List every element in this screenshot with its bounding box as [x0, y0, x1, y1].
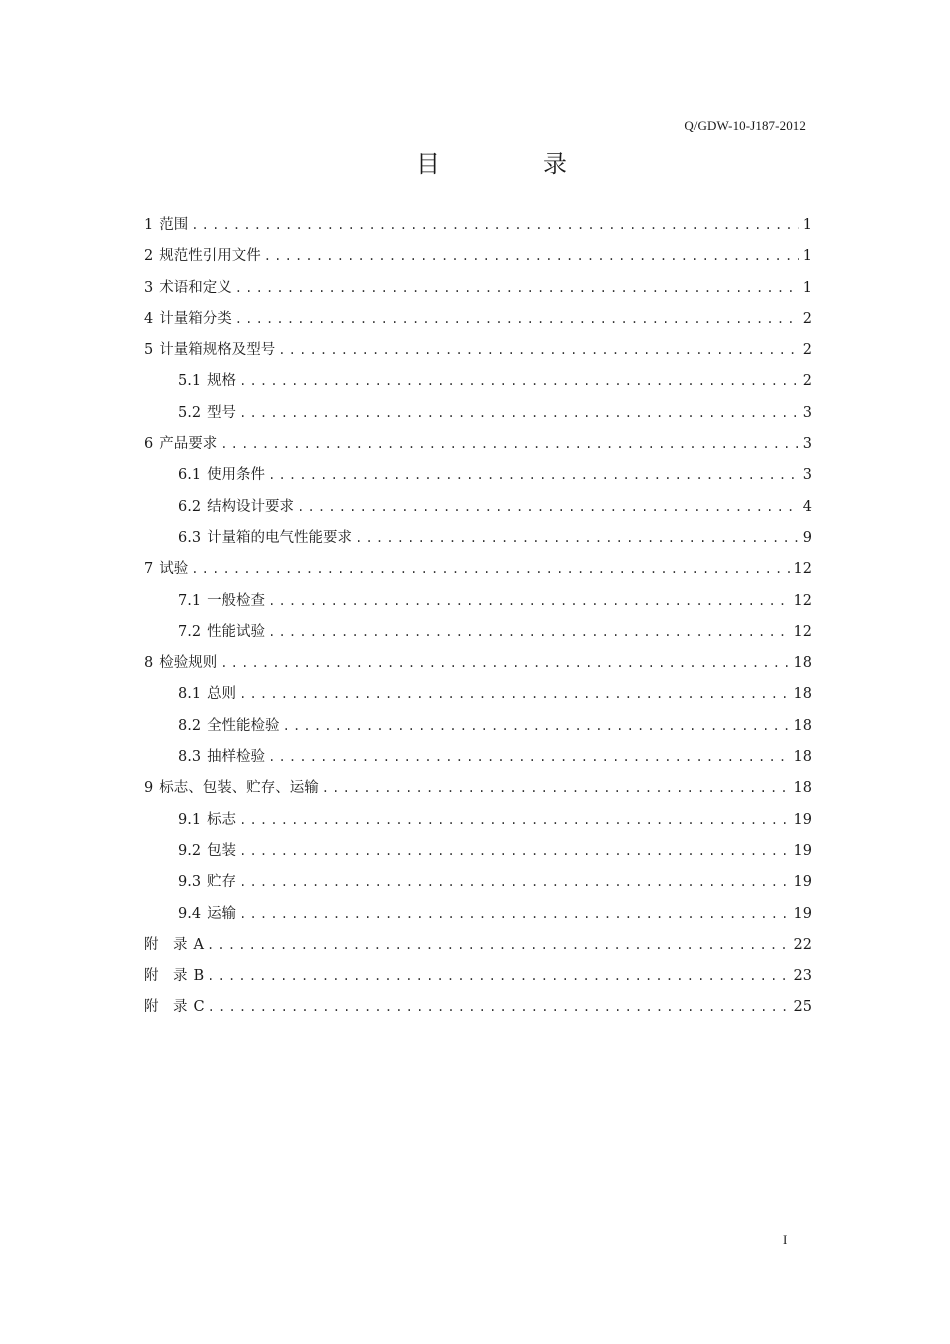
toc-leader-dots — [283, 711, 791, 742]
toc-entry[interactable] — [144, 648, 812, 679]
toc-entry-number: 6 — [144, 436, 154, 453]
toc-entry-number: 9 — [144, 780, 154, 797]
toc-entry-number: 7 — [144, 561, 154, 578]
toc-entry[interactable] — [144, 930, 812, 961]
toc-entry-page: 9 — [802, 529, 812, 546]
toc-leader-dots — [235, 304, 799, 335]
toc-entry[interactable] — [144, 711, 812, 742]
toc-entry-page: 19 — [793, 842, 812, 859]
toc-entry-number: 6.1 — [178, 467, 202, 484]
toc-title-char-2: 录 — [543, 150, 567, 178]
toc-entry[interactable] — [144, 335, 812, 366]
toc-entry-number: 5.1 — [178, 373, 202, 390]
toc-entry[interactable] — [144, 836, 812, 867]
toc-entry-number: 9.1 — [178, 811, 202, 828]
toc-entry-label: 术语和定义 — [159, 279, 232, 296]
toc-entry-number: 8.1 — [178, 686, 202, 703]
toc-entry-page: 1 — [802, 217, 812, 233]
toc-leader-dots — [264, 241, 799, 272]
toc-entry[interactable] — [144, 492, 812, 523]
toc-leader-dots — [268, 617, 790, 648]
toc-entry-page: 12 — [793, 592, 812, 609]
toc-entry-label: 抽样检验 — [207, 749, 266, 766]
toc-entry-number: 附 录 — [144, 968, 188, 985]
toc-entry-label: 范围 — [159, 217, 189, 233]
toc-entry-page: 25 — [793, 999, 812, 1016]
toc-entry-label: 性能试验 — [207, 623, 266, 640]
toc-entry-label: 标志、包装、贮存、运输 — [159, 780, 319, 797]
toc-entry-number: 3 — [144, 279, 154, 296]
toc-entry[interactable] — [144, 961, 812, 992]
toc-leader-dots — [297, 492, 799, 523]
toc-entry-number: 7.2 — [178, 623, 202, 640]
toc-title-char-1: 目 — [416, 150, 440, 178]
toc-entry-label: 贮存 — [207, 874, 237, 891]
document-code: Q/GDW-10-J187-2012 — [684, 118, 806, 133]
toc-entry-page: 2 — [802, 342, 812, 359]
toc-entry-number: 8.3 — [178, 749, 202, 766]
toc-entry-number: 4 — [144, 310, 154, 327]
toc-entry[interactable] — [144, 805, 812, 836]
toc-entry[interactable] — [144, 992, 812, 1023]
toc-leader-dots — [191, 210, 799, 241]
toc-entry-page: 4 — [802, 498, 812, 515]
toc-entry-page: 18 — [793, 686, 812, 703]
toc-entry[interactable] — [144, 241, 812, 272]
toc-entry-label: B — [193, 968, 205, 985]
toc-entry-number: 9.3 — [178, 874, 202, 891]
toc-entry-page: 12 — [793, 561, 812, 578]
toc-entry-page: 3 — [802, 467, 812, 484]
page-number: I — [783, 1232, 788, 1247]
toc-entry[interactable] — [144, 742, 812, 773]
toc-entry-label: 结构设计要求 — [207, 498, 295, 515]
toc-entry[interactable] — [144, 273, 812, 304]
toc-entry-page: 18 — [793, 655, 812, 672]
toc-entry[interactable] — [144, 429, 812, 460]
toc-entry-page: 18 — [793, 780, 812, 797]
toc-leader-dots — [355, 523, 799, 554]
toc-entry[interactable] — [144, 679, 812, 710]
toc-entry-label: 标志 — [207, 811, 237, 828]
toc-entry[interactable] — [144, 773, 812, 804]
toc-entry-page: 19 — [793, 811, 812, 828]
toc-entry-number: 7.1 — [178, 592, 202, 609]
toc-entry-page: 23 — [793, 968, 812, 985]
toc-leader-dots — [239, 836, 790, 867]
toc-entry-label: 运输 — [207, 905, 237, 922]
toc-entry-label: 计量箱规格及型号 — [159, 342, 276, 359]
toc-entry-page: 1 — [802, 279, 812, 296]
toc-entry-label: 全性能检验 — [207, 717, 280, 734]
toc-entry-label: 试验 — [159, 561, 189, 578]
toc-entry-page: 2 — [802, 373, 812, 390]
toc-entry[interactable] — [144, 523, 812, 554]
toc-leader-dots — [220, 648, 790, 679]
toc-entry-label: 计量箱的电气性能要求 — [207, 529, 353, 546]
toc-entry-number: 2 — [144, 248, 154, 265]
toc-entry-label: 型号 — [207, 404, 237, 421]
toc-entry-page: 22 — [793, 936, 812, 953]
toc-entry-number: 1 — [144, 217, 154, 233]
toc-entry-page: 18 — [793, 717, 812, 734]
toc-leader-dots — [268, 742, 790, 773]
toc-leader-dots — [239, 867, 790, 898]
toc-entry-label: 包装 — [207, 842, 237, 859]
toc-leader-dots — [207, 930, 791, 961]
toc-leader-dots — [208, 992, 791, 1023]
toc-leader-dots — [239, 366, 799, 397]
toc-entry-number: 8 — [144, 655, 154, 672]
toc-entry-label: C — [193, 999, 205, 1016]
toc-leader-dots — [239, 805, 790, 836]
toc-leader-dots — [239, 398, 799, 429]
toc-entry[interactable] — [144, 210, 812, 241]
toc-leader-dots — [322, 773, 791, 804]
toc-entry-label: 检验规则 — [159, 655, 218, 672]
toc-entry[interactable] — [144, 867, 812, 898]
toc-entry-label: 一般检查 — [207, 592, 266, 609]
toc-entry-number: 9.4 — [178, 905, 202, 922]
toc-leader-dots — [268, 586, 790, 617]
toc-entry-number: 5.2 — [178, 404, 202, 421]
toc-entry-page: 19 — [793, 905, 812, 922]
toc-entry[interactable] — [144, 398, 812, 429]
toc-entry-page: 3 — [802, 436, 812, 453]
toc-leader-dots — [207, 961, 790, 992]
toc-leader-dots — [278, 335, 799, 366]
toc-entry-number: 附 录 — [144, 936, 188, 953]
toc-entry-number: 6.2 — [178, 498, 202, 515]
toc-entry-page: 12 — [793, 623, 812, 640]
toc-entry[interactable] — [144, 899, 812, 930]
toc-leader-dots — [268, 460, 799, 491]
toc-entry[interactable] — [144, 304, 812, 335]
toc-entry-label: 规范性引用文件 — [159, 248, 261, 265]
toc-leader-dots — [239, 679, 790, 710]
toc-entry-page: 3 — [802, 404, 812, 421]
toc-entry-number: 附 录 — [144, 999, 188, 1016]
toc-entry-label: 产品要求 — [159, 436, 218, 453]
toc-leader-dots — [220, 429, 799, 460]
toc-entry[interactable] — [144, 617, 812, 648]
toc-entry-label: 规格 — [207, 373, 237, 390]
toc-entry[interactable] — [144, 460, 812, 491]
toc-entry-number: 8.2 — [178, 717, 202, 734]
toc-entry[interactable] — [144, 554, 812, 585]
toc-entry-page: 19 — [793, 874, 812, 891]
toc-entry-number: 5 — [144, 342, 154, 359]
table-of-contents — [144, 210, 812, 1024]
toc-entry-label: 使用条件 — [207, 467, 266, 484]
toc-leader-dots — [235, 273, 799, 304]
toc-entry-label: 计量箱分类 — [159, 310, 232, 327]
toc-entry-label: A — [193, 936, 204, 953]
toc-entry-page: 2 — [802, 310, 812, 327]
toc-leader-dots — [239, 899, 790, 930]
toc-entry-number: 6.3 — [178, 529, 202, 546]
toc-leader-dots — [191, 554, 790, 585]
toc-entry-label: 总则 — [207, 686, 237, 703]
toc-entry[interactable] — [144, 586, 812, 617]
toc-title — [0, 144, 950, 178]
toc-entry-page: 18 — [793, 749, 812, 766]
toc-entry-page: 1 — [802, 248, 812, 265]
toc-entry[interactable] — [144, 366, 812, 397]
toc-entry-number: 9.2 — [178, 842, 202, 859]
